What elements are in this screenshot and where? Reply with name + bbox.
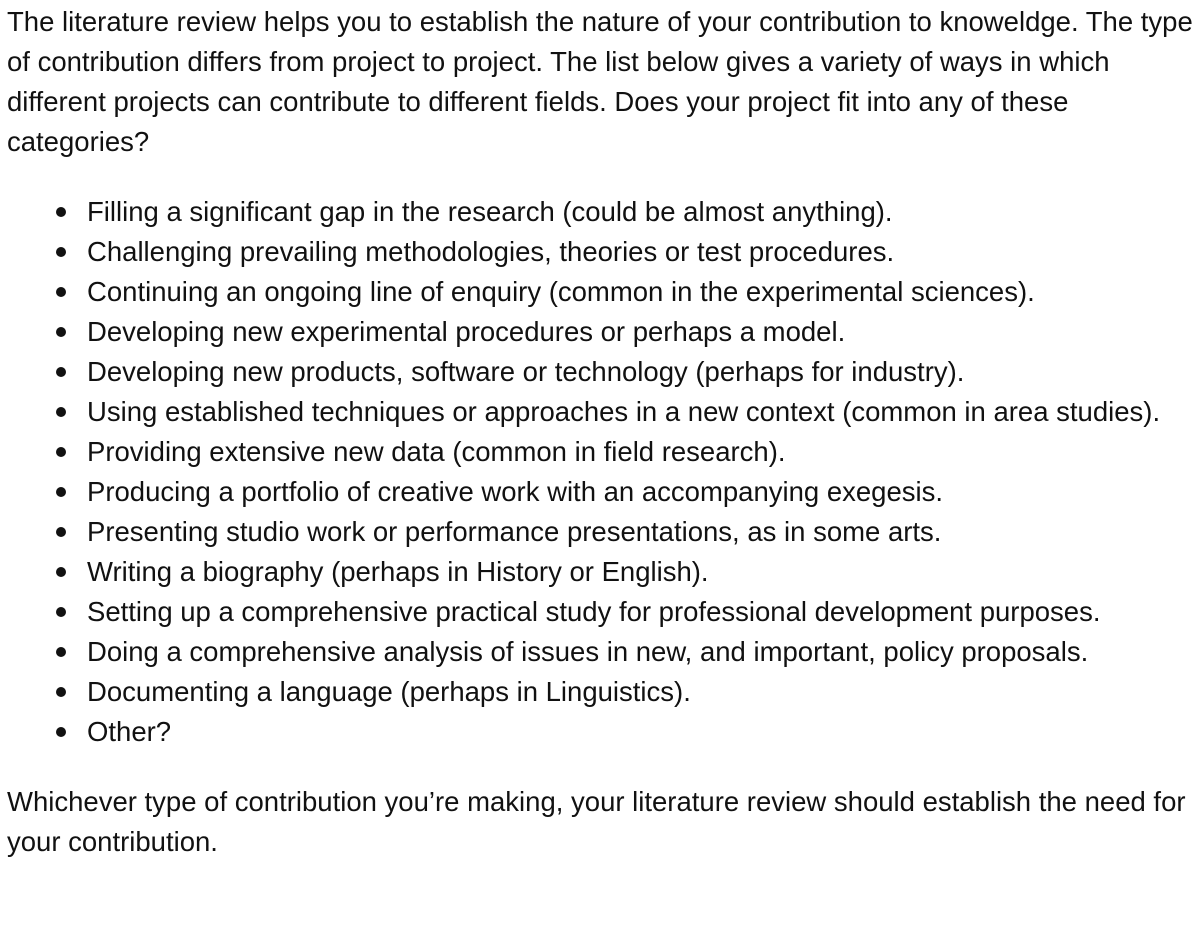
list-item bbox=[7, 192, 1199, 232]
list-item-text: Doing a comprehensive analysis of issues in new, and important, policy proposals. bbox=[87, 636, 1089, 667]
bullet-icon bbox=[56, 647, 66, 657]
list-item-text: Developing new products, software or technology (perhaps for industry). bbox=[87, 356, 965, 387]
list-item-text: Setting up a comprehensive practical study for professional development purposes. bbox=[87, 596, 1101, 627]
bullet-icon bbox=[56, 687, 66, 697]
contribution-list bbox=[7, 192, 1200, 752]
list-item bbox=[7, 312, 1199, 352]
list-item-text: Providing extensive new data (common in field research). bbox=[87, 436, 786, 467]
bullet-icon bbox=[56, 527, 66, 537]
bullet-icon bbox=[56, 327, 66, 337]
intro-paragraph: The literature review helps you to establish the nature of your contribution to knoweldge. The type of contribution differs from project to project. The list below gives a variety of ways in which different projects can contribute to different fields. Does your project fit into any of these categories? bbox=[7, 6, 1193, 157]
list-item-text: Using established techniques or approaches in a new context (common in area studies). bbox=[87, 396, 1161, 427]
list-item bbox=[7, 352, 1199, 392]
list-item bbox=[7, 632, 1199, 672]
list-item-text: Other? bbox=[87, 716, 172, 747]
list-item-text: Producing a portfolio of creative work with an accompanying exegesis. bbox=[87, 476, 944, 507]
list-item-text: Writing a biography (perhaps in History or English). bbox=[87, 556, 709, 587]
list-item-text: Developing new experimental procedures or perhaps a model. bbox=[87, 316, 846, 347]
closing-paragraph: Whichever type of contribution you’re making, your literature review should establish the need for your contribution. bbox=[7, 786, 1186, 857]
bullet-icon bbox=[56, 727, 66, 737]
bullet-icon bbox=[56, 367, 66, 377]
bullet-icon bbox=[56, 207, 66, 217]
list-item bbox=[7, 432, 1199, 472]
bullet-icon bbox=[56, 607, 66, 617]
list-item bbox=[7, 672, 1199, 712]
list-item bbox=[7, 712, 1199, 752]
bullet-icon bbox=[56, 567, 66, 577]
list-item-text: Filling a significant gap in the research (could be almost anything). bbox=[87, 196, 893, 227]
list-item-text: Presenting studio work or performance presentations, as in some arts. bbox=[87, 516, 942, 547]
list-item-text: Documenting a language (perhaps in Linguistics). bbox=[87, 676, 691, 707]
bullet-icon bbox=[56, 407, 66, 417]
list-item-text: Continuing an ongoing line of enquiry (common in the experimental sciences). bbox=[87, 276, 1035, 307]
list-item-text: Challenging prevailing methodologies, theories or test procedures. bbox=[87, 236, 895, 267]
list-item bbox=[7, 512, 1199, 552]
list-item bbox=[7, 472, 1199, 512]
bullet-icon bbox=[56, 447, 66, 457]
list-item bbox=[7, 272, 1199, 312]
bullet-icon bbox=[56, 487, 66, 497]
bullet-icon bbox=[56, 247, 66, 257]
list-item bbox=[7, 232, 1199, 272]
bullet-icon bbox=[56, 287, 66, 297]
list-item bbox=[7, 552, 1199, 592]
list-item bbox=[7, 592, 1199, 632]
list-item bbox=[7, 392, 1199, 432]
